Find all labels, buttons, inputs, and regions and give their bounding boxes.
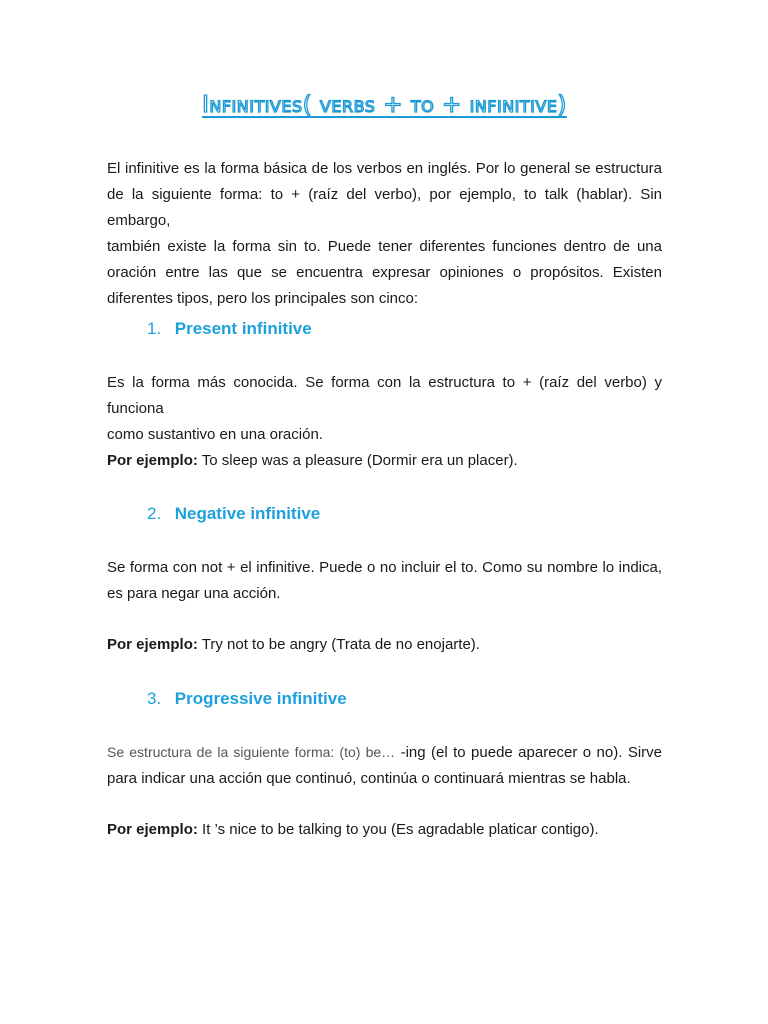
- section-heading-present-infinitive: [147, 319, 312, 339]
- section-heading-progressive-infinitive: [147, 689, 347, 709]
- example-label: Por ejemplo:: [107, 452, 198, 469]
- example-label: Por ejemplo:: [107, 821, 198, 838]
- example-line: [107, 632, 662, 658]
- intro-line: diferentes tipos, pero los principales son cinco:: [107, 290, 419, 307]
- intro-line: también existe la forma sin to. Puede tener diferentes funciones dentro de una: [107, 238, 662, 255]
- section-line-light-part: Se estructura de la siguiente forma: (to) be…: [107, 744, 396, 760]
- section-line: [107, 739, 662, 766]
- section-line: es para negar una acción.: [107, 585, 281, 602]
- section-line: para indicar una acción que continuó, continúa o continuará mientras se habla.: [107, 770, 631, 787]
- section-line-rest: -ing (el to puede aparecer o no). Sirve: [395, 744, 663, 761]
- section-line: Se forma con not + el infinitive. Puede o no incluir el to. Como su nombre lo indica,: [107, 559, 662, 576]
- example-text: It ’s nice to be talking to you (Es agradable platicar contigo).: [197, 821, 599, 838]
- intro-line: El infinitive es la forma básica de los verbos en inglés. Por lo general se estructura: [107, 160, 662, 177]
- section-heading-text: Progressive infinitive: [174, 689, 347, 708]
- example-label: Por ejemplo:: [107, 636, 198, 653]
- example-line: [107, 817, 662, 843]
- intro-paragraph: [107, 156, 662, 312]
- example-text: Try not to be angry (Trata de no enojarte).: [197, 636, 480, 653]
- section-line: Es la forma más conocida. Se forma con la estructura to + (raíz del verbo) y funciona: [107, 374, 662, 417]
- intro-line: oración entre las que se encuentra expresar opiniones o propósitos. Existen: [107, 264, 662, 281]
- section-number: 1.: [147, 319, 162, 338]
- section-number: 3.: [147, 689, 162, 708]
- section-paragraph: [107, 370, 662, 448]
- example-text: To sleep was a pleasure (Dormir era un placer).: [197, 452, 518, 469]
- section-heading-text: Negative infinitive: [174, 504, 321, 523]
- section-line: como sustantivo en una oración.: [107, 426, 323, 443]
- section-number: 2.: [147, 504, 162, 523]
- section-heading-text: Present infinitive: [174, 319, 312, 338]
- example-line: [107, 448, 662, 474]
- section-heading-negative-infinitive: [147, 504, 320, 524]
- section-paragraph: [107, 555, 662, 607]
- section-paragraph: [107, 739, 662, 792]
- document-title: Infinitives( verbs + to + infinitive): [202, 92, 567, 118]
- intro-line: de la siguiente forma: to + (raíz del verbo), por ejemplo, to talk (hablar). Sin embargo,: [107, 186, 662, 229]
